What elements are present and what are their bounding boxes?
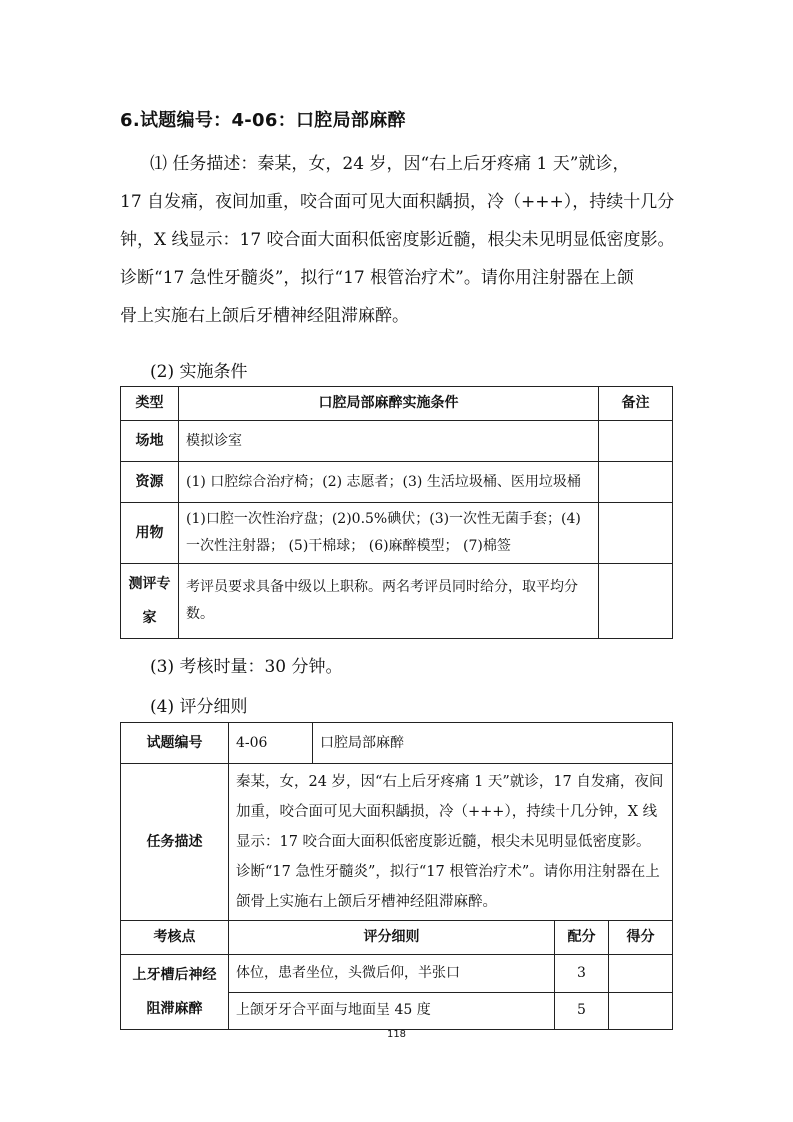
table-row <box>121 462 673 503</box>
table-row <box>121 764 673 921</box>
paragraph-line: 骨上实施右上颌后牙槽神经阻滞麻醉。 <box>120 306 409 326</box>
paragraph-line: 17 自发痛，夜间加重，咬合面可见大面积龋损，冷（+++），持续十几分 <box>120 192 675 212</box>
question-name-value: 口腔局部麻醉 <box>313 723 673 764</box>
score-cell <box>609 992 673 1030</box>
header-conditions: 口腔局部麻醉实施条件 <box>179 387 599 421</box>
row-type: 测评专家 <box>121 564 179 639</box>
task-text: 秦某，女，24 岁，因“右上后牙疼痛 1 天”就诊，17 自发痛，夜间加重，咬合面可见大面积龋损，冷（+++），持续十几分钟，X 线显示：17 咬合面大面积低密度影近髓，根尖未见明显低密度影。诊断“17 急性牙髓炎”，拟行“17 根管治疗术”。请你用注射器在上颌骨上实施右上颌后牙槽神经阻滞麻醉。 <box>229 764 673 921</box>
header-scoring-details: 评分细则 <box>229 921 555 955</box>
question-id-label: 试题编号 <box>121 723 229 764</box>
task-label: 任务描述 <box>121 764 229 921</box>
question-heading: 6.试题编号：4-06：口腔局部麻醉 <box>120 110 406 131</box>
header-type: 类型 <box>121 387 179 421</box>
section-scoring-heading: (4) 评分细则 <box>150 697 248 717</box>
paragraph-line: 钟，X 线显示：17 咬合面大面积低密度影近髓，根尖未见明显低密度影。 <box>120 230 675 250</box>
row-note <box>599 462 673 503</box>
paragraph-line: ⑴ 任务描述：秦某，女，24 岁，因“右上后牙疼痛 1 天”就诊， <box>150 154 630 174</box>
header-score: 得分 <box>609 921 673 955</box>
section-conditions-heading: (2) 实施条件 <box>150 362 248 382</box>
row-content: 考评员要求具备中级以上职称。两名考评员同时给分，取平均分数。 <box>179 564 599 639</box>
row-type: 场地 <box>121 421 179 462</box>
row-content: 模拟诊室 <box>179 421 599 462</box>
assessment-point: 上牙槽后神经阻滞麻醉 <box>121 955 229 1030</box>
table-header-row <box>121 387 673 421</box>
row-type: 用物 <box>121 503 179 564</box>
conditions-table <box>120 386 673 639</box>
table-row <box>121 421 673 462</box>
score-cell <box>609 955 673 993</box>
row-content: (1)口腔一次性治疗盘；(2)0.5%碘伏；(3)一次性无菌手套；(4)一次性注射器； (5)干棉球； (6)麻醉模型； (7)棉签 <box>179 503 599 564</box>
table-header-row <box>121 921 673 955</box>
scoring-detail: 体位，患者坐位，头微后仰，半张口 <box>229 955 555 993</box>
points-value: 5 <box>555 992 609 1030</box>
row-content: (1) 口腔综合治疗椅；(2) 志愿者；(3) 生活垃圾桶、医用垃圾桶 <box>179 462 599 503</box>
table-row <box>121 564 673 639</box>
paragraph-line: 诊断“17 急性牙髓炎”，拟行“17 根管治疗术”。请你用注射器在上颌 <box>120 268 634 288</box>
page-number: 118 <box>386 1029 407 1040</box>
task-description-paragraph <box>120 145 673 335</box>
row-type: 资源 <box>121 462 179 503</box>
table-row <box>121 503 673 564</box>
section-duration: (3) 考核时量：30 分钟。 <box>150 657 343 677</box>
header-points: 配分 <box>555 921 609 955</box>
table-row <box>121 723 673 764</box>
row-note <box>599 503 673 564</box>
question-id-value: 4-06 <box>229 723 313 764</box>
header-notes: 备注 <box>599 387 673 421</box>
row-note <box>599 421 673 462</box>
table-row <box>121 955 673 993</box>
points-value: 3 <box>555 955 609 993</box>
row-note <box>599 564 673 639</box>
header-assessment-point: 考核点 <box>121 921 229 955</box>
scoring-detail: 上颌牙牙合平面与地面呈 45 度 <box>229 992 555 1030</box>
scoring-table <box>120 722 673 1030</box>
